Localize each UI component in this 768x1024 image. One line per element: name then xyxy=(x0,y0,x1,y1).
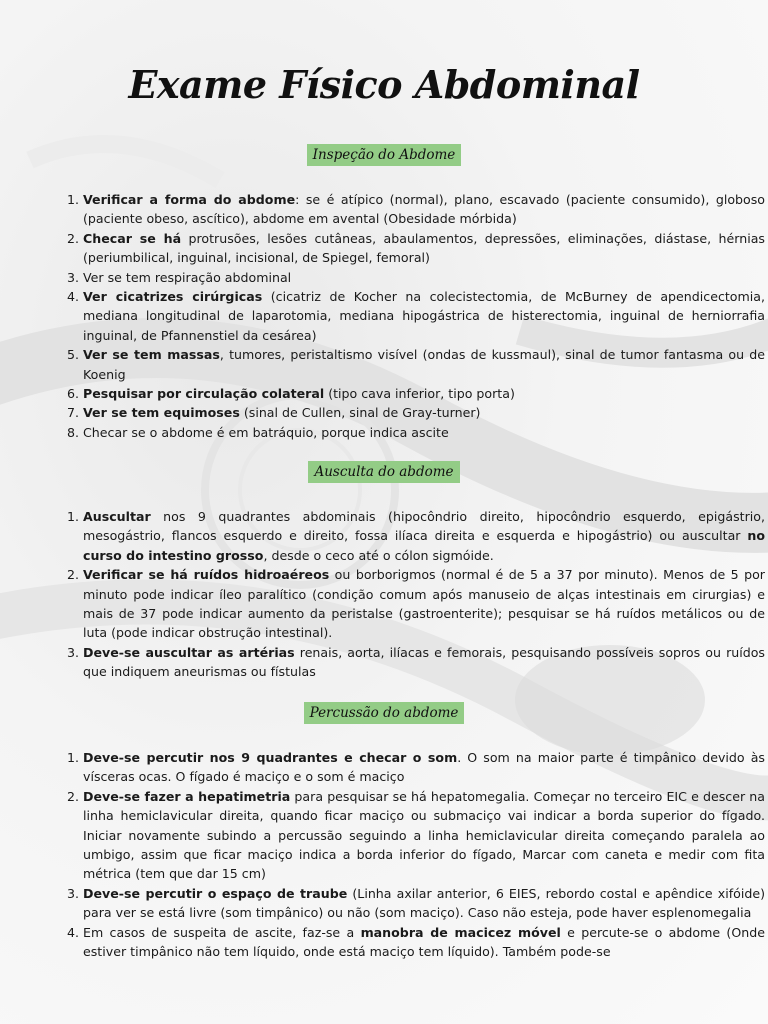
list-item: 1. Auscultar nos 9 quadrantes abdominais (hipocôndrio direito, hipocôndrio esquerdo, epigástrio, mesogástrio, flancos esquerdo e direito, fossa ilíaca direita e esquerda e hipogástrio) ou auscultar no curso do intestino grosso, desde o ceco até o cólon sigmóide. xyxy=(83,507,765,565)
list-item: 3. Deve-se percutir o espaço de traube (Linha axilar anterior, 6 EIES, rebordo costal e apêndice xifóide) para ver se está livre (som timpânico) ou não (som maciço). Caso não esteja, pode haver esplenomegalia xyxy=(83,884,765,923)
list-item: 2. Verificar se há ruídos hidroaéreos ou borborigmos (normal é de 5 a 37 por minuto). Menos de 5 por minuto pode indicar íleo paralítico (condição comum após manuseio de alças intestinais em cirurgias) e mais de 37 pode indicar aumento da peristalse (gastroenterite); pesquisar se há ruídos metálicos ou de luta (pode indicar obstrução intestinal). xyxy=(83,565,765,643)
list-item: 4. Ver cicatrizes cirúrgicas (cicatriz de Kocher na colecistectomia, de McBurney de apendicectomia, mediana longitudinal de laparotomia, mediana hipogástrica de histerectomia, inguinal de herniorrafia inguinal, de Pfannenstiel da cesárea) xyxy=(83,287,765,345)
list-item: 6. Pesquisar por circulação colateral (tipo cava inferior, tipo porta) xyxy=(83,384,765,403)
list-inspecao xyxy=(48,190,765,442)
section-heading-inspecao: Inspeção do Abdome xyxy=(0,144,768,166)
page-title: Exame Físico Abdominal xyxy=(128,62,640,107)
list-item: 7. Ver se tem equimoses (sinal de Cullen, sinal de Gray-turner) xyxy=(83,403,765,422)
list-item: 4. Em casos de suspeita de ascite, faz-se a manobra de macicez móvel e percute-se o abdome (Onde estiver timpânico não tem líquido, onde está maciço tem líquido). Também pode-se xyxy=(83,923,765,962)
list-item: 5. Ver se tem massas, tumores, peristaltismo visível (ondas de kussmaul), sinal de tumor fantasma ou de Koenig xyxy=(83,345,765,384)
section-heading-ausculta: Ausculta do abdome xyxy=(0,461,768,483)
list-item: 3. Deve-se auscultar as artérias renais, aorta, ilíacas e femorais, pesquisando possíveis sopros ou ruídos que indiquem aneurismas ou fístulas xyxy=(83,643,765,682)
list-percussao xyxy=(48,748,765,961)
list-item: 1. Deve-se percutir nos 9 quadrantes e checar o som. O som na maior parte é timpânico devido às vísceras ocas. O fígado é maciço e o som é maciço xyxy=(83,748,765,787)
list-item: 2. Checar se há protrusões, lesões cutâneas, abaulamentos, depressões, eliminações, diástase, hérnias (periumbilical, inguinal, incisional, de Spiegel, femoral) xyxy=(83,229,765,268)
list-item: 2. Deve-se fazer a hepatimetria para pesquisar se há hepatomegalia. Começar no terceiro EIC e descer na linha hemiclavicular direita, quando ficar maciço ou submaciço vai indicar a borda superior do fígado. Iniciar novamente subindo a percussão seguindo a linha hemiclavicular direita começando paralela ao umbigo, assim que ficar maciço indica a borda inferior do fígado, Marcar com caneta e medir com fita métrica (tem que dar 15 cm) xyxy=(83,787,765,884)
list-item: 1. Verificar a forma do abdome: se é atípico (normal), plano, escavado (paciente consumido), globoso (paciente obeso, ascítico), abdome em avental (Obesidade mórbida) xyxy=(83,190,765,229)
section-heading-percussao: Percussão do abdome xyxy=(0,702,768,724)
list-item: 3. Ver se tem respiração abdominal xyxy=(83,268,765,287)
list-item: 8. Checar se o abdome é em batráquio, porque indica ascite xyxy=(83,423,765,442)
list-ausculta xyxy=(48,507,765,682)
